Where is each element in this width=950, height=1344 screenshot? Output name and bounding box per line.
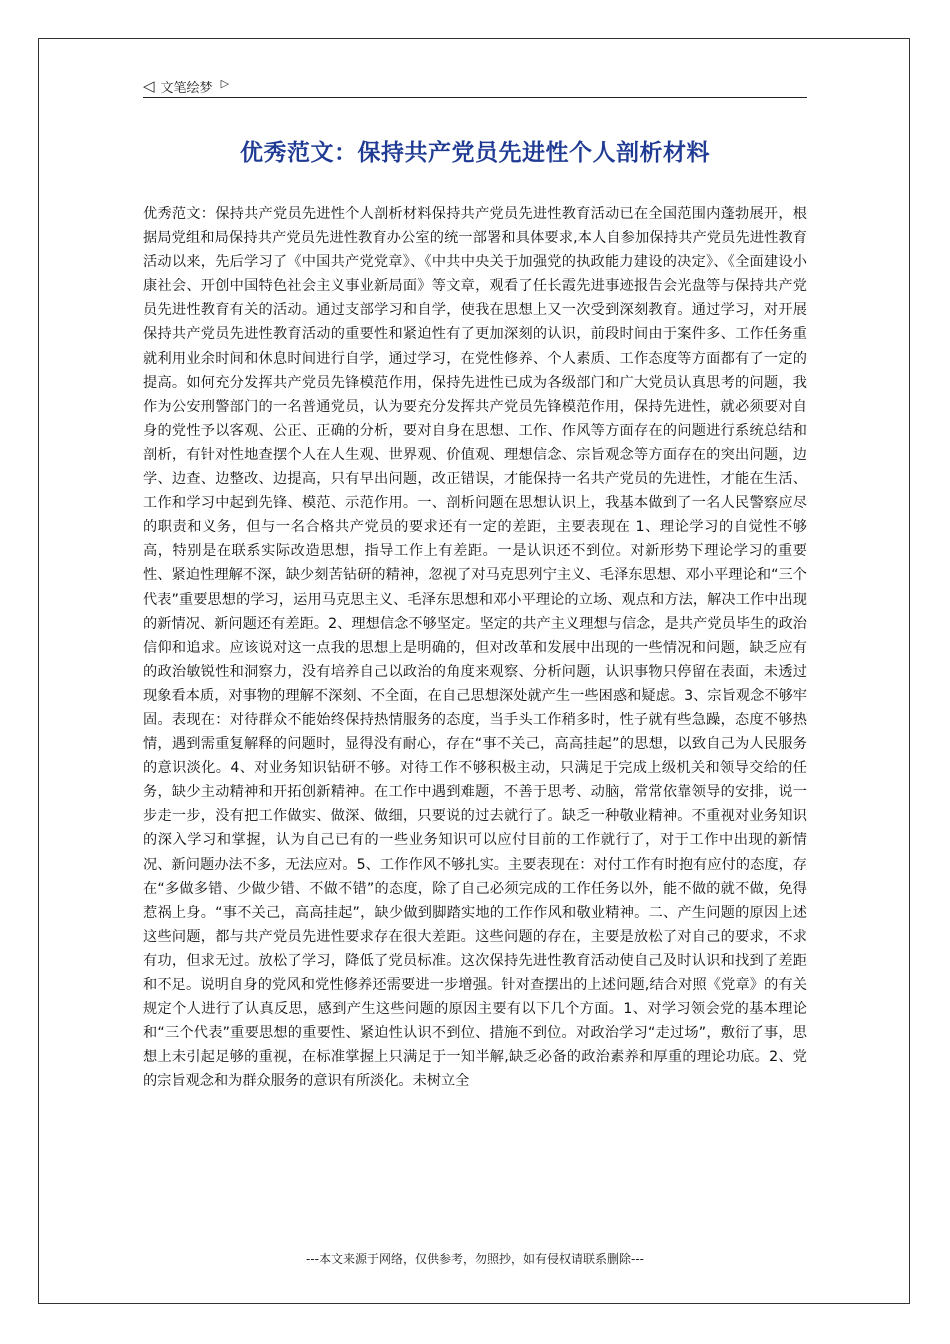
document-body: 优秀范文：保持共产党员先进性个人剖析材料保持共产党员先进性教育活动已在全国范围内蓬勃展开，根据局党组和局保持共产党员先进性教育办公室的统一部署和具体要求,本人自参加保持共产党员先进性教育活动以来，先后学习了《中国共产党党章》、《中共中央关于加强党的执政能力建设的决定》、《全面建设小康社会、开创中国特色社会主义事业新局面》等文章，观看了任长霞先进事迹报告会光盘等与保持共产党员先进性教育有关的活动。通过支部学习和自学，使我在思想上又一次受到深刻教育。通过学习，对开展保持共产党员先进性教育活动的重要性和紧迫性有了更加深刻的认识，前段时间由于案件多、工作任务重就利用业余时间和休息时间进行自学，通过学习，在党性修养、个人素质、工作态度等方面都有了一定的提高。如何充分发挥共产党员先锋模范作用，保持先进性已成为各级部门和广大党员认真思考的问题，我作为公安刑警部门的一名普通党员，认为要充分发挥共产党员先锋模范作用，保持先进性，就必须要对自身的党性予以客观、公正、正确的分析，要对自身在思想、工作、作风等方面存在的问题进行系统总结和剖析，有针对性地查摆个人在人生观、世界观、价值观、理想信念、宗旨观念等方面存在的突出问题，边学、边查、边整改、边提高，只有早出问题，改正错误，才能保持一名共产党员的先进性，才能在生活、工作和学习中起到先锋、模范、示范作用。一、剖析问题在思想认识上，我基本做到了一名人民警察应尽的职责和义务，但与一名合格共产党员的要求还有一定的差距，主要表现在 1、理论学习的自觉性不够高，特别是在联系实际改造思想，指导工作上有差距。一是认识还不到位。对新形势下理论学习的重要性、紧迫性理解不深，缺少刻苦钻研的精神，忽视了对马克思列宁主义、毛泽东思想、邓小平理论和“三个代表”重要思想的学习，运用马克思主义、毛泽东思想和邓小平理论的立场、观点和方法，解决工作中出现的新情况、新问题还有差距。2、理想信念不够坚定。坚定的共产主义理想与信念，是共产党员毕生的政治信仰和追求。应该说对这一点我的思想上是明确的，但对改革和发展中出现的一些情况和问题，缺乏应有的政治敏锐性和洞察力，没有培养自己以政治的角度来观察、分析问题，认识事物只停留在表面，未透过现象看本质，对事物的理解不深刻、不全面，在自己思想深处就产生一些困惑和疑虑。3、宗旨观念不够牢固。表现在：对待群众不能始终保持热情服务的态度，当手头工作稍多时，性子就有些急躁，态度不够热情，遇到需重复解释的问题时，显得没有耐心，存在“事不关己，高高挂起”的思想，以致自己为人民服务的意识淡化。4、对业务知识钻研不够。对待工作不够积极主动，只满足于完成上级机关和领导交给的任务，缺少主动精神和开拓创新精神。在工作中遇到难题，不善于思考、动脑，常常依靠领导的安排，说一步走一步，没有把工作做实、做深、做细，只要说的过去就行了。缺乏一种敬业精神。不重视对业务知识的深入学习和掌握，认为自己已有的一些业务知识可以应付目前的工作就行了，对于工作中出现的新情况、新问题办法不多，无法应对。5、工作作风不够扎实。主要表现在：对付工作有时抱有应付的态度，存在“多做多错、少做少错、不做不错”的态度，除了自己必须完成的工作任务以外，能不做的就不做，免得惹祸上身。“事不关己，高高挂起”，缺少做到脚踏实地的工作作风和敬业精神。二、产生问题的原因上述这些问题，都与共产党员先进性要求存在很大差距。这些问题的存在，主要是放松了对自己的要求，不求有功，但求无过。放松了学习，降低了党员标准。这次保持先进性教育活动使自己及时认识和找到了差距和不足。说明自身的党风和党性修养还需要进一步增强。针对查摆出的上述问题,结合对照《党章》的有关规定个人进行了认真反思，感到产生这些问题的原因主要有以下几个方面。1、对学习领会党的基本理论和“三个代表”重要思想的重要性、紧迫性认识不到位、措施不到位。对政治学习“走过场”，敷衍了事，思想上未引起足够的重视，在标准掌握上只满足于一知半解,缺乏必备的政治素养和厚重的理论功底。2、党的宗旨观念和为群众服务的意识有所淡化。未树立全 — [143, 206, 807, 1090]
header-label: 文笔绘梦 — [160, 80, 213, 96]
document-title: 优秀范文：保持共产党员先进性个人剖析材料 — [240, 140, 710, 166]
page-header — [143, 75, 807, 97]
footer-disclaimer: ---本文来源于网络，仅供参考，勿照抄，如有侵权请联系删除--- — [306, 1252, 644, 1266]
header-divider — [143, 97, 807, 98]
triangle-left-outline-icon: ◁ — [143, 76, 155, 95]
triangle-right-outline-icon: ▷ — [220, 76, 230, 90]
